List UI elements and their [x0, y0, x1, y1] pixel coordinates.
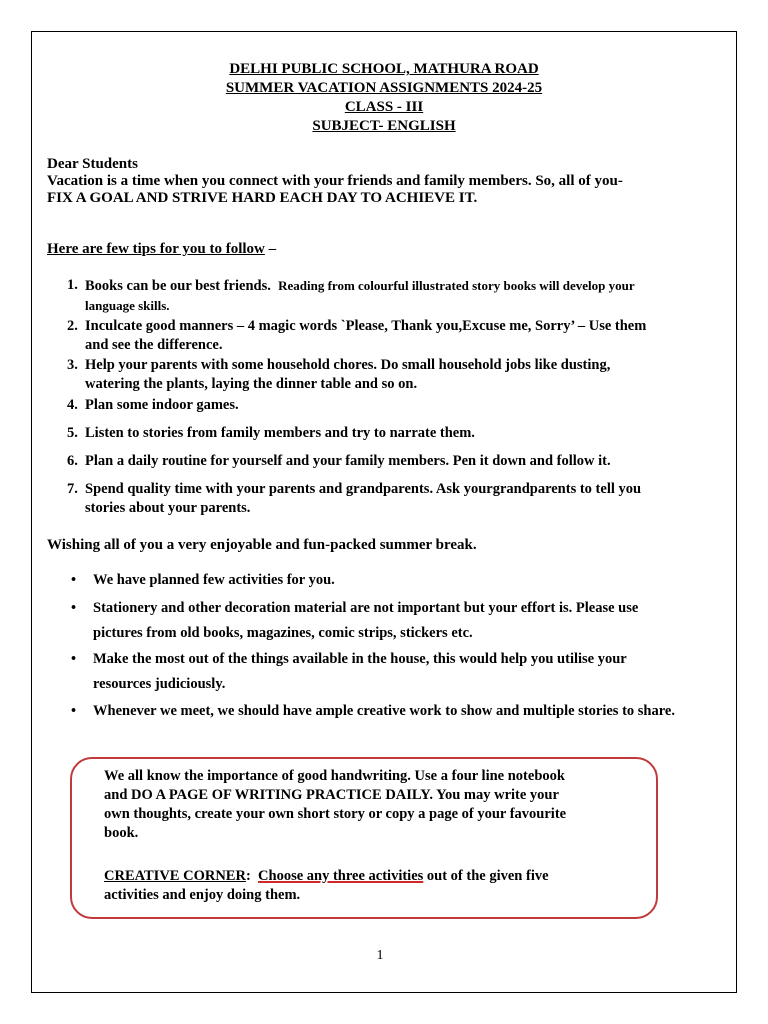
tip-number: 3.: [67, 357, 78, 373]
choose-three-activities: Choose any three activities: [258, 868, 424, 884]
creative-corner-line-2: activities and enjoy doing them.: [104, 887, 301, 903]
callout-line-2: and DO A PAGE OF WRITING PRACTICE DAILY. You may write your: [104, 787, 559, 803]
creative-corner-rest: out of the given five: [423, 868, 549, 884]
page-number: 1: [376, 948, 384, 963]
bullet-item: [47, 596, 727, 646]
bullet-text-2: resources judiciously.: [93, 676, 226, 692]
tip-rest-2: and see the difference.: [85, 337, 223, 353]
class-label: CLASS - III: [344, 99, 424, 115]
school-name: DELHI PUBLIC SCHOOL, MATHURA ROAD: [229, 61, 539, 77]
tip-rest-2: language skills.: [85, 298, 170, 313]
creative-corner-line-1: [104, 867, 624, 886]
creative-corner-label: CREATIVE CORNER: [104, 868, 246, 884]
intro-line-1: Vacation is a time when you connect with your friends and family members. So, all of you-: [47, 173, 623, 189]
tip-lead: Spend quality time with your parents and grandparents. Ask yourgrandparents to tell you: [85, 481, 642, 497]
tip-number: 1.: [67, 277, 78, 293]
bullet-item: [47, 699, 727, 724]
tips-heading-text: Here are few tips for you to follow: [47, 241, 265, 257]
creative-corner: [104, 867, 624, 905]
bullet-text: We have planned few activities for you.: [93, 572, 335, 588]
callout-line-1: We all know the importance of good handwriting. Use a four line notebook: [104, 768, 565, 784]
bullet-text: Stationery and other decoration material are not important but your effort is. Please use: [93, 600, 639, 616]
greeting: Dear Students: [47, 156, 138, 172]
document-header: [0, 60, 768, 136]
bullet-icon: •: [71, 651, 77, 667]
tip-rest-2: watering the plants, laying the dinner table and so on.: [85, 376, 418, 392]
activities-bullet-list: [47, 568, 727, 724]
tip-lead: Plan some indoor games.: [85, 397, 239, 413]
tip-lead: Listen to stories from family members and try to narrate them.: [85, 425, 475, 441]
callout-line-4: book.: [104, 825, 139, 841]
tip-item: [47, 356, 707, 394]
bullet-item: [47, 568, 727, 593]
tips-heading-dash: –: [264, 241, 277, 257]
callout-line-3: own thoughts, create your own short story or copy a page of your favourite: [104, 806, 567, 822]
tip-item: [47, 396, 707, 415]
bullet-icon: •: [71, 703, 77, 719]
handwriting-callout-text: [104, 767, 614, 843]
subject-label: SUBJECT- ENGLISH: [312, 118, 456, 134]
intro-paragraph: [47, 156, 717, 207]
tip-item: [47, 424, 707, 443]
tip-rest-2: stories about your parents.: [85, 500, 251, 516]
tip-lead: Help your parents with some household chores. Do small household jobs like dusting,: [85, 357, 611, 373]
wishing-line: Wishing all of you a very enjoyable and fun-packed summer break.: [47, 537, 477, 553]
tip-item: [47, 317, 707, 355]
bullet-item: [47, 647, 727, 697]
creative-corner-colon: :: [245, 868, 259, 884]
tips-list: [47, 276, 707, 518]
tip-number: 4.: [67, 397, 78, 413]
bullet-icon: •: [71, 600, 77, 616]
bullet-text: Make the most out of the things available in the house, this would help you utilise your: [93, 651, 627, 667]
tip-item: [47, 276, 707, 316]
assignment-title: SUMMER VACATION ASSIGNMENTS 2024-25: [225, 80, 543, 96]
tip-rest: Reading from colourful illustrated story books will develop your: [278, 278, 635, 293]
bullet-icon: •: [71, 572, 77, 588]
tip-lead: Plan a daily routine for yourself and your family members. Pen it down and follow it.: [85, 453, 611, 469]
tip-number: 6.: [67, 453, 78, 469]
intro-line-2: FIX A GOAL AND STRIVE HARD EACH DAY TO ACHIEVE IT.: [47, 190, 478, 206]
bullet-text: Whenever we meet, we should have ample creative work to show and multiple stories to share.: [93, 703, 675, 719]
tip-item: [47, 452, 707, 471]
tips-heading: [47, 240, 276, 258]
tip-number: 2.: [67, 318, 78, 334]
bullet-text-2: pictures from old books, magazines, comic strips, stickers etc.: [93, 625, 473, 641]
tip-lead: Inculcate good manners – 4 magic words `Please, Thank you,Excuse me, Sorry’ – Use them: [85, 318, 647, 334]
tip-item: [47, 480, 707, 518]
tip-lead: Books can be our best friends.: [85, 278, 271, 294]
tip-number: 7.: [67, 481, 78, 497]
tip-number: 5.: [67, 425, 78, 441]
